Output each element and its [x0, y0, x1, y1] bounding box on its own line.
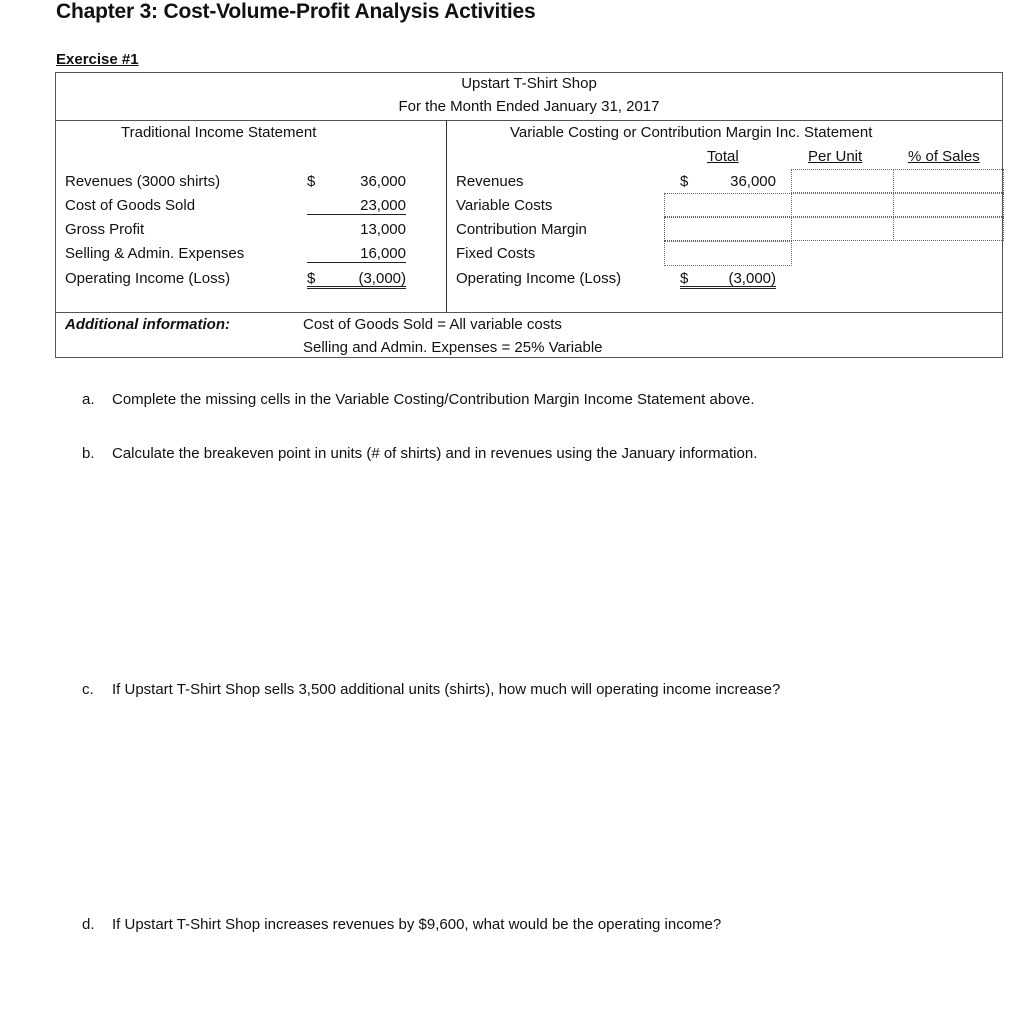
- cm-row-label: Operating Income (Loss): [456, 270, 622, 287]
- question-a: [82, 391, 755, 408]
- trad-row-label: Selling & Admin. Expenses: [65, 245, 245, 262]
- trad-row-value: 23,000: [307, 197, 406, 215]
- trad-row-label: Cost of Goods Sold: [65, 197, 196, 214]
- cm-oi-total: (3,000): [728, 270, 776, 287]
- cm-revenue-dollar: $: [680, 173, 689, 190]
- cm-row-label: Revenues: [456, 173, 524, 190]
- cm-revenue-total: 36,000: [730, 173, 776, 190]
- question-c: [82, 681, 780, 698]
- trad-row-value: 16,000: [307, 245, 406, 263]
- question-text: Complete the missing cells in the Variable Costing/Contribution Margin Income Statement above.: [112, 391, 755, 408]
- question-letter: a.: [82, 391, 95, 408]
- company-name: Upstart T-Shirt Shop: [461, 75, 597, 92]
- question-d: [82, 916, 721, 933]
- additional-info-line: Cost of Goods Sold = All variable costs: [303, 316, 562, 333]
- col-header-total: Total: [707, 148, 739, 165]
- trad-row-value: (3,000): [358, 270, 406, 287]
- additional-info-line: Selling and Admin. Expenses = 25% Variable: [303, 339, 603, 356]
- question-letter: d.: [82, 916, 95, 933]
- header-divider: [56, 120, 1002, 121]
- question-b: [82, 445, 757, 462]
- col-header-per-unit: Per Unit: [808, 148, 863, 165]
- additional-divider: [56, 312, 1002, 313]
- fixed-costs-total-input[interactable]: [664, 241, 792, 266]
- trad-row-label: Operating Income (Loss): [65, 270, 231, 287]
- statement-period: For the Month Ended January 31, 2017: [398, 98, 660, 115]
- question-text: If Upstart T-Shirt Shop sells 3,500 additional units (shirts), how much will operating income increase?: [112, 681, 781, 698]
- trad-row-value: 36,000: [360, 173, 406, 190]
- variable-costs-total-input[interactable]: [664, 193, 792, 217]
- cm-oi-dollar: $: [680, 270, 689, 287]
- cm-operating-income-cell: [680, 270, 776, 289]
- trad-row-dollar: $: [307, 270, 316, 287]
- exercise-label: Exercise #1: [56, 51, 139, 68]
- question-letter: c.: [82, 681, 94, 698]
- contribution-margin-per-unit-input[interactable]: [791, 217, 894, 241]
- contribution-margin-total-input[interactable]: [664, 217, 792, 241]
- trad-row-label: Gross Profit: [65, 221, 145, 238]
- contribution-heading: Variable Costing or Contribution Margin Inc. Statement: [510, 124, 873, 141]
- question-text: If Upstart T-Shirt Shop increases revenues by $9,600, what would be the operating income?: [112, 916, 722, 933]
- cm-row-label: Fixed Costs: [456, 245, 536, 262]
- trad-row-label: Revenues (3000 shirts): [65, 173, 221, 190]
- statement-divider: [446, 120, 447, 313]
- traditional-heading: Traditional Income Statement: [121, 124, 317, 141]
- contribution-margin-pct-sales-input[interactable]: [893, 217, 1004, 241]
- trad-operating-income-cell: [307, 270, 406, 289]
- col-header-pct-sales: % of Sales: [908, 148, 980, 165]
- question-letter: b.: [82, 445, 95, 462]
- cm-row-label: Variable Costs: [456, 197, 553, 214]
- cm-row-label: Contribution Margin: [456, 221, 587, 238]
- variable-costs-pct-sales-input[interactable]: [893, 193, 1004, 217]
- question-text: Calculate the breakeven point in units (# of shirts) and in revenues using the January information.: [112, 445, 758, 462]
- chapter-title: Chapter 3: Cost-Volume-Profit Analysis Activities: [56, 0, 536, 23]
- additional-info-label: Additional information:: [65, 316, 230, 333]
- revenue-pct-sales-input[interactable]: [893, 169, 1004, 193]
- income-statement-table: [55, 72, 1003, 358]
- trad-row-dollar: $: [307, 173, 316, 190]
- revenue-per-unit-input[interactable]: [791, 169, 894, 193]
- trad-row-value: 13,000: [360, 221, 406, 238]
- variable-costs-per-unit-input[interactable]: [791, 193, 894, 217]
